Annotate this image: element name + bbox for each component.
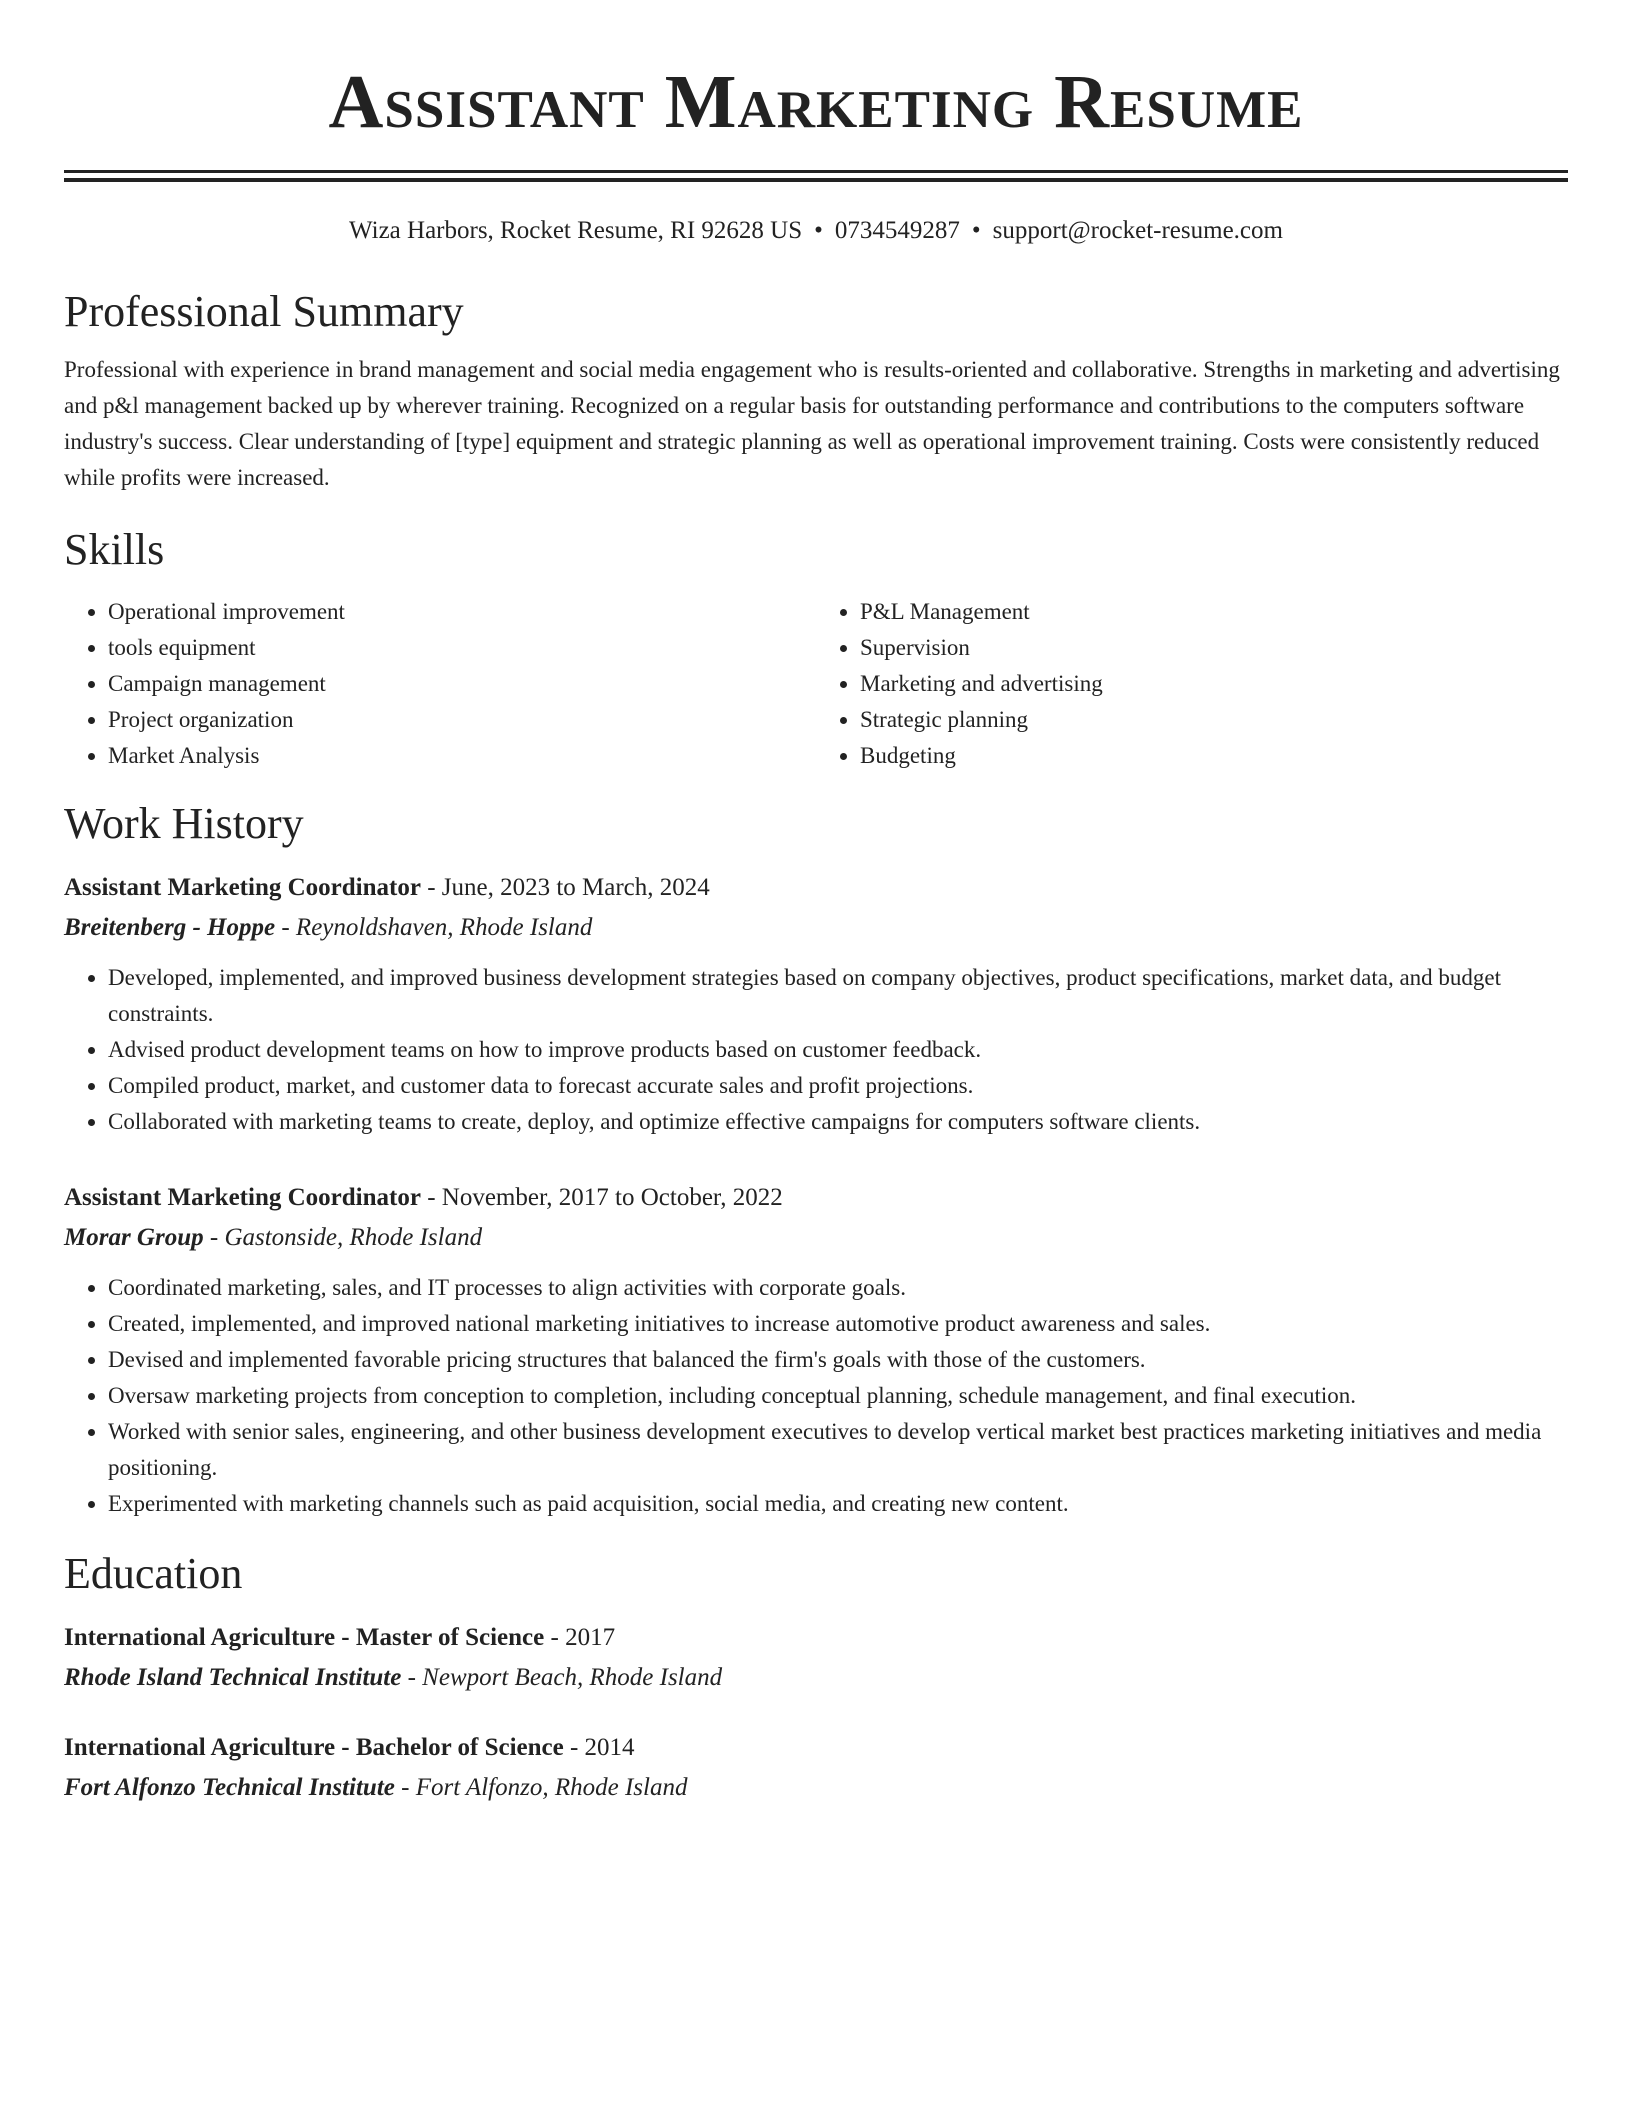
job-bullet: • Created, implemented, and improved national marketing initiatives to increase automotive product awareness and sales.	[108, 1306, 1568, 1342]
job-bullet: • Coordinated marketing, sales, and IT processes to align activities with corporate goals.	[108, 1270, 1568, 1306]
contact-address: Wiza Harbors, Rocket Resume, RI 92628 US	[349, 217, 803, 244]
school-location: Newport Beach, Rhode Island	[422, 1664, 723, 1691]
contact-separator: •	[971, 217, 981, 244]
school-location: Fort Alfonzo, Rhode Island	[415, 1774, 688, 1801]
contact-line	[64, 214, 1568, 248]
education-entry	[64, 1620, 1568, 1696]
skill-item: • Project organization	[108, 702, 816, 738]
degree: International Agriculture - Bachelor of Science	[64, 1734, 564, 1761]
dash-separator: -	[563, 1734, 585, 1761]
job-bullets	[64, 1270, 1568, 1522]
school-line	[64, 1660, 1568, 1696]
skill-item: • Campaign management	[108, 666, 816, 702]
dash-separator: -	[401, 1664, 423, 1691]
job-dates: June, 2023 to March, 2024	[441, 874, 710, 901]
job-entry	[64, 1180, 1568, 1522]
summary-heading: Professional Summary	[64, 287, 464, 336]
skills-list	[64, 594, 1568, 774]
job-company-line	[64, 910, 1568, 946]
education-heading: Education	[64, 1549, 243, 1598]
education-entry	[64, 1730, 1568, 1806]
degree-year: 2014	[584, 1734, 635, 1761]
skills-column-left	[64, 594, 816, 774]
skill-item: • Operational improvement	[108, 594, 816, 630]
school: Fort Alfonzo Technical Institute	[64, 1774, 395, 1801]
dash-separator: -	[203, 1224, 225, 1251]
job-bullet: • Developed, implemented, and improved business development strategies based on company objectives, product specifications, market data, and budget constraints.	[108, 960, 1568, 1032]
job-entry	[64, 870, 1568, 1140]
job-location: Reynoldshaven, Rhode Island	[295, 914, 593, 941]
job-bullet: • Advised product development teams on how to improve products based on customer feedback.	[108, 1032, 1568, 1068]
contact-phone: 0734549287	[834, 217, 960, 244]
job-company: Breitenberg - Hoppe	[64, 914, 276, 941]
job-bullet: • Collaborated with marketing teams to create, deploy, and optimize effective campaigns for computers software clients.	[108, 1104, 1568, 1140]
skill-item: • Supervision	[860, 630, 1568, 666]
job-bullet: • Worked with senior sales, engineering, and other business development executives to develop vertical market best practices marketing initiatives and media positioning.	[108, 1414, 1568, 1486]
dash-separator: -	[420, 1184, 442, 1211]
dash-separator: -	[544, 1624, 566, 1651]
skill-item: • Market Analysis	[108, 738, 816, 774]
job-dates: November, 2017 to October, 2022	[441, 1184, 783, 1211]
dash-separator: -	[275, 914, 296, 941]
work-history-heading: Work History	[64, 799, 304, 848]
contact-email: support@rocket-resume.com	[992, 217, 1283, 244]
job-bullet: • Oversaw marketing projects from conception to completion, including conceptual planning, schedule management, and final execution.	[108, 1378, 1568, 1414]
job-title-line	[64, 870, 1568, 906]
job-title-line	[64, 1180, 1568, 1216]
skill-item: • Strategic planning	[860, 702, 1568, 738]
degree-line	[64, 1620, 1568, 1656]
job-bullet: • Devised and implemented favorable pricing structures that balanced the firm's goals with those of the customers.	[108, 1342, 1568, 1378]
summary-text: Professional with experience in brand management and social media engagement who is results-oriented and collaborative. Strengths in marketing and advertising and p&l management backed up by wherever training. Recognized on a regular basis for outstanding performance and contributions to the computers software industry's success. Clear understanding of [type] equipment and strategic planning as well as operational improvement training. Costs were consistently reduced while profits were increased.	[64, 357, 1560, 490]
dash-separator: -	[420, 874, 442, 901]
skills-column-right	[816, 594, 1568, 774]
contact-separator: •	[814, 217, 823, 244]
school: Rhode Island Technical Institute	[64, 1664, 402, 1691]
degree: International Agriculture - Master of Science	[64, 1624, 545, 1651]
title-divider	[64, 170, 1568, 182]
skill-item: • P&L Management	[860, 594, 1568, 630]
dash-separator: -	[394, 1774, 416, 1801]
job-bullets	[64, 960, 1568, 1140]
job-location: Gastonside, Rhode Island	[224, 1224, 483, 1251]
school-line	[64, 1770, 1568, 1806]
job-company: Morar Group	[64, 1224, 204, 1251]
skills-heading: Skills	[64, 525, 165, 574]
skill-item: • Budgeting	[860, 738, 1568, 774]
degree-line	[64, 1730, 1568, 1766]
job-role: Assistant Marketing Coordinator	[64, 874, 421, 901]
job-bullet: • Compiled product, market, and customer data to forecast accurate sales and profit projections.	[108, 1068, 1568, 1104]
degree-year: 2017	[565, 1624, 616, 1651]
skill-item: • tools equipment	[108, 630, 816, 666]
job-company-line	[64, 1220, 1568, 1256]
job-bullet: • Experimented with marketing channels such as paid acquisition, social media, and creating new content.	[108, 1486, 1568, 1522]
resume-title: Assistant Marketing Resume	[328, 60, 1304, 144]
skill-item: • Marketing and advertising	[860, 666, 1568, 702]
job-role: Assistant Marketing Coordinator	[64, 1184, 421, 1211]
